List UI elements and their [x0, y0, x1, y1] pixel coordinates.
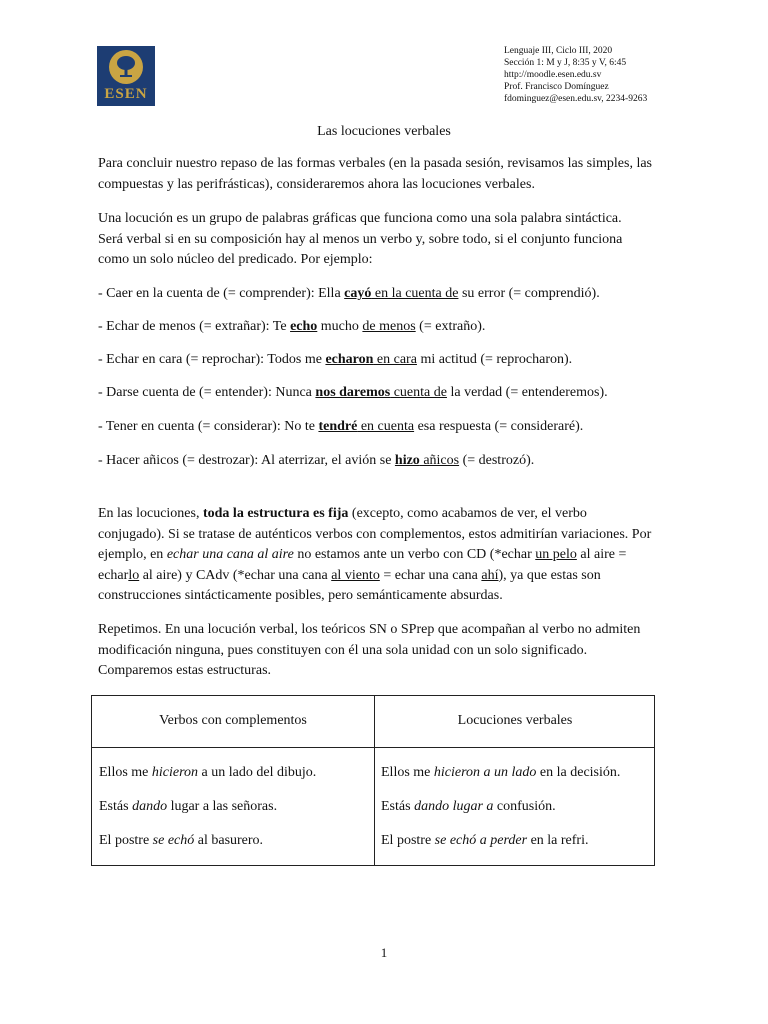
example-text: - Echar en cara (= reprochar): Todos me	[98, 352, 326, 367]
text-span: Ellos me	[381, 765, 434, 780]
italic-phrase: se echó	[152, 833, 195, 848]
italic-phrase: dando lugar a	[414, 799, 494, 814]
intro-paragraph	[98, 154, 698, 195]
text-span: en la refri.	[527, 833, 589, 848]
text-line: Una locución es un grupo de palabras gráficas que funciona como una sola palabra sintáctica.	[98, 211, 622, 226]
table-header-verbos: Verbos con complementos	[159, 713, 307, 728]
underlined-phrase: lo	[128, 567, 140, 583]
example-darse-cuenta-de	[98, 385, 698, 401]
table-cell	[381, 799, 556, 815]
text-line: construcciones sintácticamente posibles, pero semánticamente absurdas.	[98, 588, 503, 603]
tree-emblem-icon	[109, 50, 143, 84]
text-line	[98, 504, 698, 525]
comparison-table	[91, 695, 655, 866]
underlined-phrase: un pelo	[535, 547, 577, 562]
table-cell	[381, 765, 620, 781]
text-span: confusión.	[493, 799, 556, 814]
example-locution: de menos	[362, 319, 416, 334]
text-line: conjugado). Si se tratase de auténticos verbos con complementos, estos admitirían variaciones. Por	[98, 526, 652, 542]
example-text: - Caer en la cuenta de (= comprender): Ella	[98, 286, 345, 301]
example-locution: cuenta de	[390, 385, 447, 400]
text-line: modificación ninguna, pues constituyen con él una sola unidad con un solo significado.	[98, 642, 588, 658]
example-text: - Tener en cuenta (= considerar): No te	[98, 419, 319, 434]
underlined-phrase: ahí	[481, 567, 499, 583]
text-span: Estás	[99, 799, 133, 814]
page-number: 1	[380, 945, 388, 960]
example-locution: en la cuenta de	[371, 286, 459, 301]
example-text: mucho	[317, 319, 363, 334]
bold-phrase: toda la estructura es fija	[202, 506, 349, 521]
logo-text: ESEN	[104, 86, 148, 102]
example-text: mi actitud (= reprocharon).	[416, 352, 573, 367]
table-cell	[99, 765, 316, 781]
text-span: (excepto, como acabamos de ver, el verbo	[348, 506, 587, 521]
text-span: El postre	[381, 833, 435, 848]
italic-phrase: se echó a perder	[434, 833, 528, 848]
example-text: su error (= comprendió).	[458, 286, 600, 301]
table-cell	[381, 833, 588, 849]
italic-phrase: hicieron	[151, 765, 199, 780]
example-verb: echo	[290, 319, 318, 334]
example-tener-en-cuenta	[98, 419, 698, 435]
text-line	[98, 566, 698, 587]
text-span: = echar una cana	[379, 567, 482, 583]
text-line	[98, 545, 698, 566]
text-span: ), ya que estas son	[498, 567, 601, 583]
section-line: Sección 1: M y J, 8:35 y V, 6:45	[504, 58, 627, 68]
text-line: compuestas y las perifrásticas), consideraremos ahora las locuciones verbales.	[98, 176, 535, 192]
text-span: al basurero.	[194, 833, 264, 848]
example-text: (= destrozó).	[459, 453, 535, 468]
italic-phrase: hicieron a un lado	[433, 765, 537, 780]
example-text: la verdad (= entenderemos).	[446, 385, 608, 400]
text-span: lugar a las señoras.	[167, 799, 278, 814]
example-echar-en-cara	[98, 352, 698, 368]
example-verb: nos daremos	[315, 385, 391, 400]
text-span: En las locuciones,	[98, 506, 203, 521]
text-line: Para concluir nuestro repaso de las formas verbales (en la pasada sesión, revisamos las simples, las	[98, 156, 652, 171]
moodle-link[interactable]: http://moodle.esen.edu.sv	[504, 70, 602, 80]
example-text: (= extraño).	[415, 319, 486, 334]
example-text: esa respuesta (= consideraré).	[414, 419, 584, 434]
italic-phrase: echar una cana al aire	[166, 547, 294, 562]
repeat-paragraph	[98, 620, 698, 682]
text-span: El postre	[99, 833, 153, 848]
text-line: Será verbal si en su composición hay al menos un verbo y, sobre todo, si el conjunto funciona	[98, 231, 623, 247]
example-hacer-anicos	[98, 453, 698, 469]
contact-line: fdominguez@esen.edu.sv, 2234-9263	[504, 94, 648, 104]
example-caer-en-la-cuenta	[98, 286, 698, 302]
example-text: - Echar de menos (= extrañar): Te	[98, 319, 291, 334]
course-line: Lenguaje III, Ciclo III, 2020	[504, 46, 613, 56]
course-header	[504, 45, 647, 105]
text-span: Ellos me	[99, 765, 152, 780]
definition-paragraph	[98, 209, 698, 271]
text-span: ejemplo, en	[98, 547, 167, 562]
professor-line: Prof. Francisco Domínguez	[504, 82, 609, 92]
example-echar-de-menos	[98, 319, 698, 335]
table-header-divider	[92, 747, 654, 748]
structure-paragraph	[98, 504, 698, 607]
example-verb: hizo	[394, 453, 420, 468]
esen-logo	[97, 46, 155, 106]
text-span: en la decisión.	[536, 765, 621, 780]
text-span: al aire) y CAdv (*echar una cana	[139, 567, 332, 583]
text-line: como un solo núcleo del predicado. Por ejemplo:	[98, 252, 373, 267]
text-span: Estás	[381, 799, 415, 814]
example-verb: tendré	[318, 419, 358, 434]
text-line: Comparemos estas estructuras.	[98, 663, 272, 678]
example-locution: en cara	[373, 352, 417, 367]
document-title: Las locuciones verbales	[317, 124, 451, 139]
table-cell	[99, 833, 263, 849]
table-header-locuciones: Locuciones verbales	[457, 713, 573, 728]
example-verb: echaron	[325, 352, 374, 367]
text-span: al aire =	[576, 547, 627, 562]
table-cell	[99, 799, 277, 815]
example-locution: añicos	[419, 453, 460, 468]
example-locution: en cuenta	[357, 419, 415, 434]
text-span: no estamos ante un verbo con CD (*echar	[293, 547, 536, 562]
underlined-phrase: al viento	[331, 567, 380, 583]
italic-phrase: dando	[132, 799, 168, 814]
text-line: Repetimos. En una locución verbal, los teóricos SN o SPrep que acompañan al verbo no admiten	[98, 622, 641, 637]
text-span: a un lado del dibujo.	[198, 765, 317, 780]
text-span: echar	[98, 567, 129, 583]
example-text: - Hacer añicos (= destrozar): Al aterrizar, el avión se	[98, 453, 395, 468]
example-verb: cayó	[344, 286, 372, 301]
example-text: - Darse cuenta de (= entender): Nunca	[98, 385, 316, 400]
